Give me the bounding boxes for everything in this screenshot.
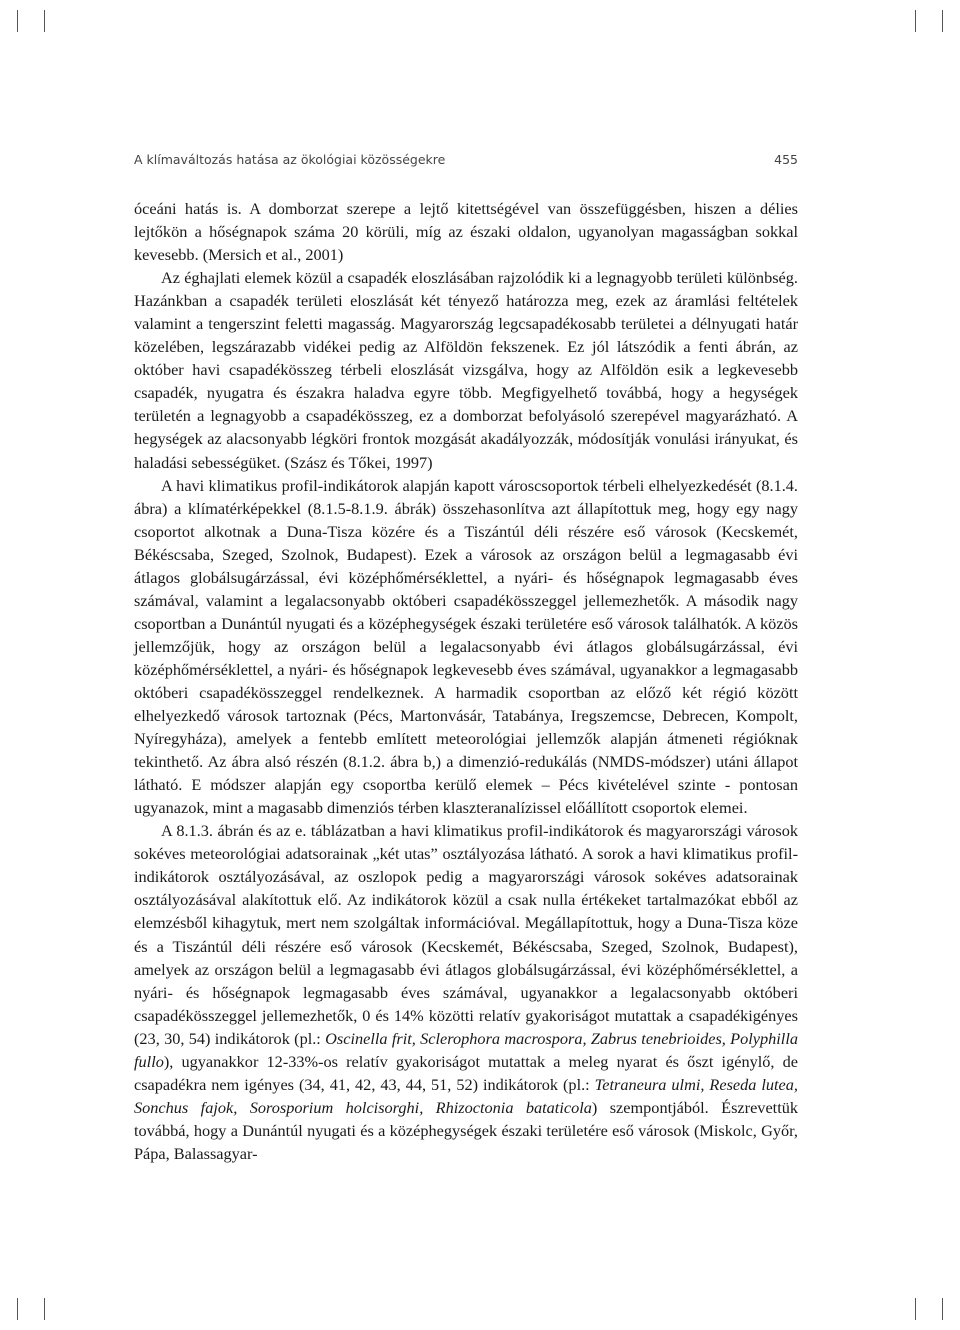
crop-mark [942,10,943,32]
paragraph-text: ) szempontjából. Észrevettük továbbá, hogy a Dunántúl nyugati és a középhegységek északi területére eső városok (Miskolc, Győr, Pápa, Balassagyar- [134,1097,798,1163]
crop-mark [915,1298,916,1320]
paragraph: óceáni hatás is. A domborzat szerepe a lejtő kitettségével van összefüggésben, hiszen a délies lejtőkön a hőségnapok száma 20 körüli, míg az északi oldalon, ugyanolyan magasságban sokkal kevesebb. (Mersich et al., 2001) [134,199,798,265]
crop-mark [17,1298,18,1320]
paragraph-text: ), ugyanakkor 12-33%-os relatív gyakoriságot mutattak a meleg nyarat és őszt igénylő, de csapadékra nem igényes (34, 41, 42, 43, 44, 51, 52) indikátorok (pl.: [134,1051,798,1094]
crop-mark [44,10,45,32]
crop-mark [942,1298,943,1320]
crop-mark [17,10,18,32]
crop-mark [44,1298,45,1320]
running-header [134,152,798,167]
page-number: 455 [774,152,798,167]
paragraph: Az éghajlati elemek közül a csapadék eloszlásában rajzolódik ki a legnagyobb területi különbség. Hazánkban a csapadék területi eloszlását két tényező határozza meg, ezek az áramlási feltételek valamint a tengerszint feletti magasság. Magyarország legcsapadékosabb területei a délnyugati határ közelében, legszárazabb vidékei pedig az Alföldön fekszenek. Ez jól látszódik a fenti ábrán, az október havi csapadékösszeg térbeli eloszlását vizsgálva, hogy az Alföldön esik a legkevesebb csapadék, nyugatra és északra haladva egyre több. Megfigyelhető továbbá, hogy a hegységek területén a legnagyobb a csapadékösszeg, ez a domborzat befolyásoló szerepével magyarázható. A hegységek az alacsonyabb légköri frontok mozgását akadályozzák, módosítják vonulási irányukat, és haladási sebességüket. (Szász és Tőkei, 1997) [134,268,798,472]
body-text [134,197,798,1165]
species-list: Tetraneura ulmi, Reseda lutea, Sonchus fajok, Sorosporium holcisorghi, Rhizoctonia bataticola [134,1074,798,1117]
running-title: A klímaváltozás hatása az ökológiai közösségekre [134,152,446,167]
species-list: Oscinella frit, Sclerophora macrospora, Zabrus tenebrioides, Polyphilla fullo [134,1028,798,1071]
paragraph [134,819,798,1165]
crop-mark [915,10,916,32]
paragraph: A havi klimatikus profil-indikátorok alapján kapott városcsoportok térbeli elhelyezkedését (8.1.4. ábra) a klímatérképekkel (8.1.5-8.1.9. ábrák) összehasonlítva azt állapítottuk meg, hogy egy nagy csoportot alkotnak a Duna-Tisza közére és a Tiszántúl déli részére eső városok (Kecskemét, Békéscsaba, Szeged, Szolnok, Budapest). Ezek a városok az országon belül a legmagasabb évi átlagos globálsugárzással, évi középhőmérséklettel, a nyári- és hőségnapok legmagasabb éves számával, valamint a legalacsonyabb októberi csapadékösszeggel jellemezhetők. A második nagy csoportban a Dunántúl nyugati és a középhegységek északi területére eső városok találhatók. A közös jellemzőjük, hogy az országon belül a legalacsonyabb évi átlagos globálsugárzással, évi középhőmérséklettel, a nyári- és hőségnapok legkevesebb éves számával, ugyanakkor a legmagasabb októberi csapadékösszeggel rendelkeznek. A harmadik csoportban az előző két régió között elhelyezkedő városok tartoznak (Pécs, Martonvásár, Tatabánya, Iregszemcse, Debrecen, Kompolt, Nyíregyháza), amelyek a fentebb említett meteorológiai jellemzők alapján átmeneti régióknak tekinthető. Az ábra alsó részén (8.1.2. ábra b,) a dimenzió-redukálás (NMDS-módszer) utáni állapot látható. E módszer alapján egy csoportba kerülő elemek – Pécs kivételével szinte - pontosan ugyanazok, mint a magasabb dimenziós térben klaszteranalízissel előállított csoportok elemei. [134,475,798,818]
paragraph-text: A 8.1.3. ábrán és az e. táblázatban a havi klimatikus profil-indikátorok és magyarországi városok sokéves meteorológiai adatsorainak „két utas” osztályozása látható. A sorok a havi klimatikus profil-indikátorok osztályozásával, az oszlopok pedig a magyarországi városok sokéves adatsorainak osztályozásával alakítottuk elő. Az indikátorok közül a csak nulla értékeket tartalmazókat ebből az elemzésből kihagytuk, mert nem szolgáltak információval. Megállapítottuk, hogy a Duna-Tisza köze és a Tiszántúl déli részére eső városok (Kecskemét, Békéscsaba, Szeged, Szolnok, Budapest), amelyek az országon belül a legmagasabb évi átlagos globálsugárzással, évi középhőmérséklettel, a nyári- és hőségnapok legmagasabb éves számával, ugyanakkor a legalacsonyabb októberi csapadékösszeggel jellemezhetők, 0 és 14% közötti relatív gyakoriságot mutattak a csapadékigényes (23, 30, 54) indikátorok (pl.: [134,821,798,1048]
